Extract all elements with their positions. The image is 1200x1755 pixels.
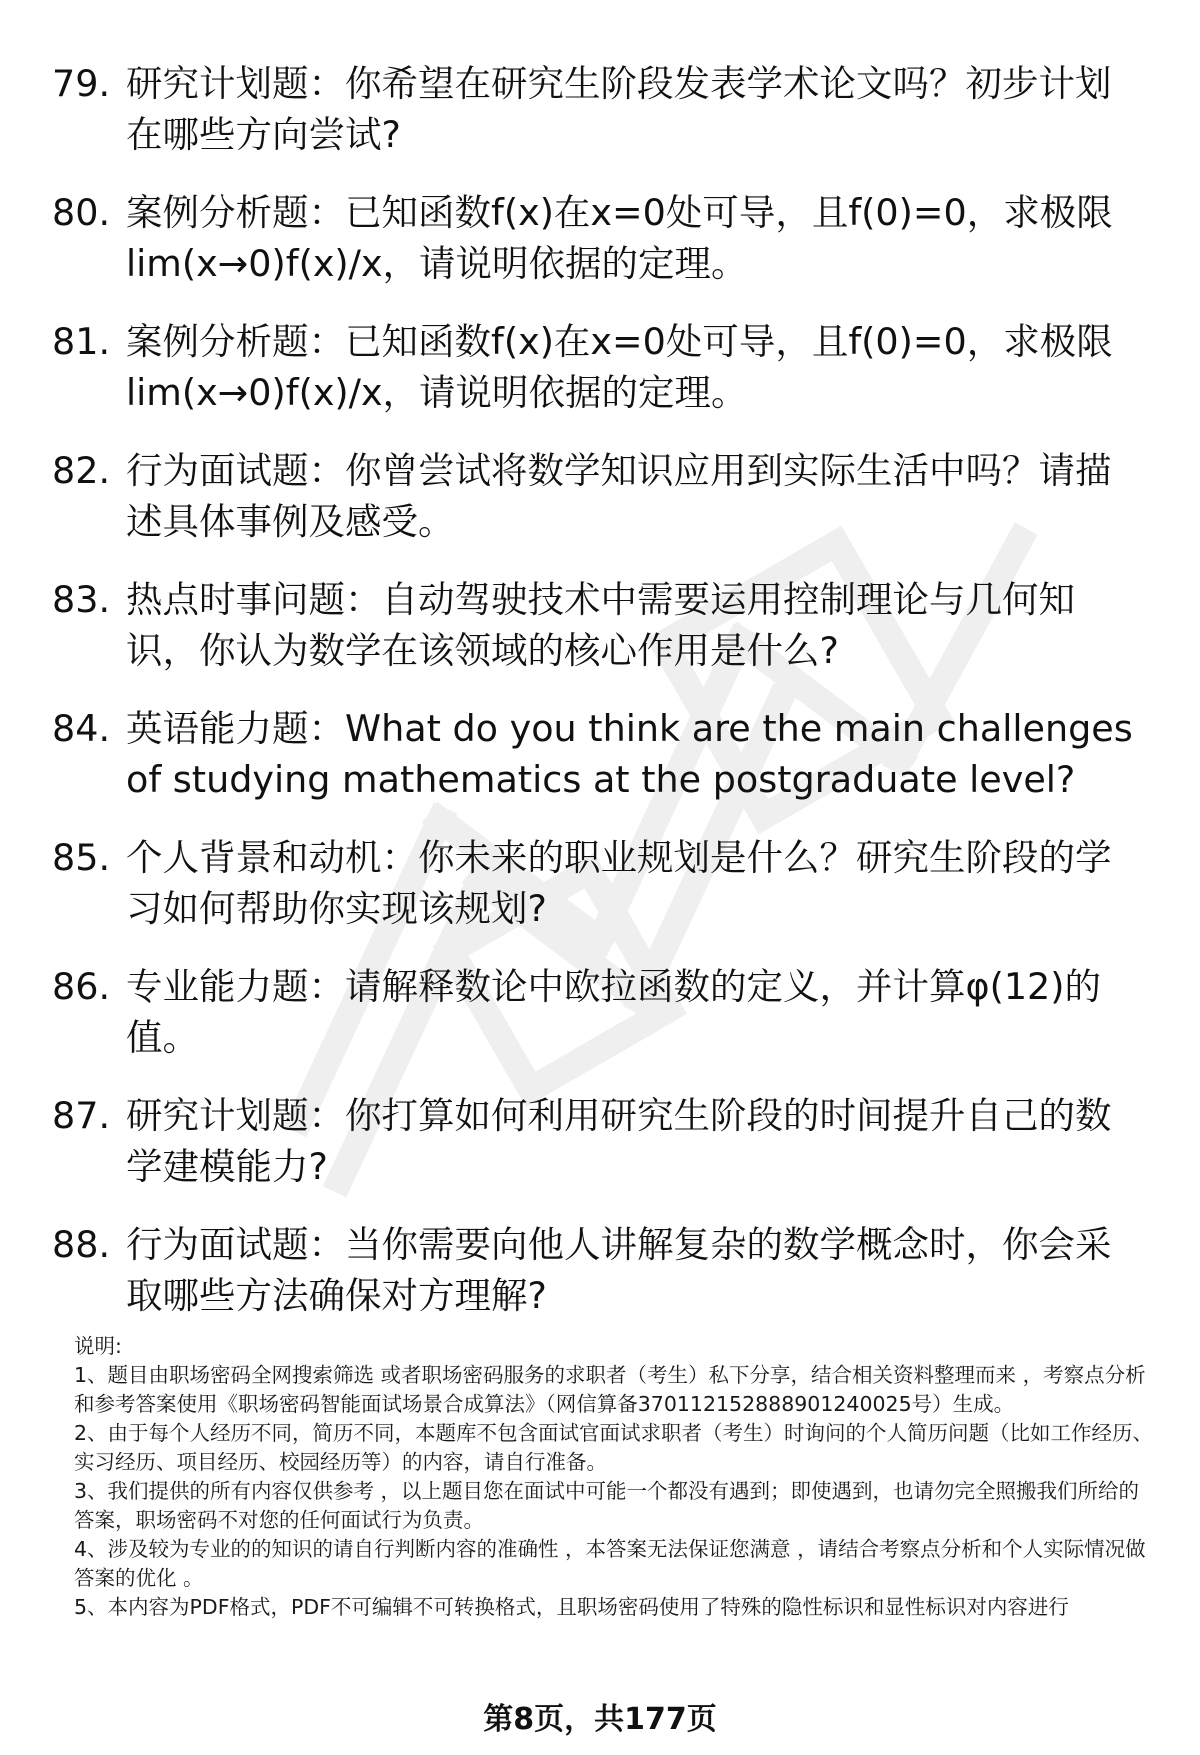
- note-item: 5、本内容为PDF格式，PDF不可编辑不可转换格式，且职场密码使用了特殊的隐性标识和显性标识对内容进行: [74, 1595, 1069, 1619]
- question-text: 研究计划题：你希望在研究生阶段发表学术论文吗？初步计划在哪些方向尝试?: [126, 62, 1112, 156]
- question-item: [52, 703, 1142, 805]
- question-item: [52, 574, 1142, 676]
- question-text: 行为面试题：你曾尝试将数学知识应用到实际生活中吗？请描述具体事例及感受。: [126, 449, 1112, 543]
- question-item: [52, 1090, 1142, 1192]
- question-number: 85.: [52, 836, 111, 879]
- page-footer: 第8页，共177页: [483, 1702, 717, 1737]
- question-text: 研究计划题：你打算如何利用研究生阶段的时间提升自己的数学建模能力?: [126, 1094, 1112, 1188]
- note-item: 4、涉及较为专业的的知识的请自行判断内容的准确性 ，本答案无法保证您满意 ，请结合考察点分析和个人实际情况做答案的优化 。: [74, 1537, 1146, 1590]
- question-text: 专业能力题：请解释数论中欧拉函数的定义，并计算φ(12)的值。: [126, 965, 1102, 1059]
- question-number: 86.: [52, 965, 111, 1008]
- question-item: [52, 445, 1142, 547]
- question-item: [52, 58, 1142, 160]
- question-text: 个人背景和动机：你未来的职业规划是什么？研究生阶段的学习如何帮助你实现该规划?: [126, 836, 1112, 930]
- question-text: 英语能力题：What do you think are the main challenges of studying mathematics at the postgraduate level?: [126, 707, 1133, 801]
- note-item: 1、题目由职场密码全网搜索筛选 或者职场密码服务的求职者（考生）私下分享，结合相关资料整理而来 ，考察点分析和参考答案使用《职场密码智能面试场景合成算法》（网信算备370112152888901240025号）生成。: [74, 1363, 1146, 1416]
- question-list: [52, 58, 1142, 1348]
- question-text: 行为面试题：当你需要向他人讲解复杂的数学概念时，你会采取哪些方法确保对方理解?: [126, 1223, 1112, 1317]
- question-item: [52, 832, 1142, 934]
- question-text: 案例分析题：已知函数f(x)在x=0处可导，且f(0)=0，求极限lim(x→0)f(x)/x，请说明依据的定理。: [126, 320, 1113, 414]
- note-item: 3、我们提供的所有内容仅供参考 ，以上题目您在面试中可能一个都没有遇到；即使遇到，也请勿完全照搬我们所给的答案，职场密码不对您的任何面试行为负责。: [74, 1479, 1140, 1532]
- question-number: 79.: [52, 62, 111, 105]
- question-item: [52, 316, 1142, 418]
- question-number: 82.: [52, 449, 111, 492]
- question-number: 81.: [52, 320, 111, 363]
- question-number: 80.: [52, 191, 111, 234]
- question-number: 88.: [52, 1223, 111, 1266]
- notes-title: 说明:: [74, 1334, 122, 1358]
- question-item: [52, 961, 1142, 1063]
- question-number: 84.: [52, 707, 111, 750]
- question-text: 热点时事问题：自动驾驶技术中需要运用控制理论与几何知识，你认为数学在该领域的核心作用是什么?: [126, 578, 1075, 672]
- notes-section: [74, 1332, 1154, 1622]
- question-item: [52, 187, 1142, 289]
- note-item: 2、由于每个人经历不同，简历不同，本题库不包含面试官面试求职者（考生）时询问的个人简历问题（比如工作经历、实习经历、项目经历、校园经历等）的内容，请自行准备。: [74, 1421, 1154, 1474]
- question-text: 案例分析题：已知函数f(x)在x=0处可导，且f(0)=0，求极限lim(x→0)f(x)/x，请说明依据的定理。: [126, 191, 1113, 285]
- question-number: 87.: [52, 1094, 111, 1137]
- question-item: [52, 1219, 1142, 1321]
- question-number: 83.: [52, 578, 111, 621]
